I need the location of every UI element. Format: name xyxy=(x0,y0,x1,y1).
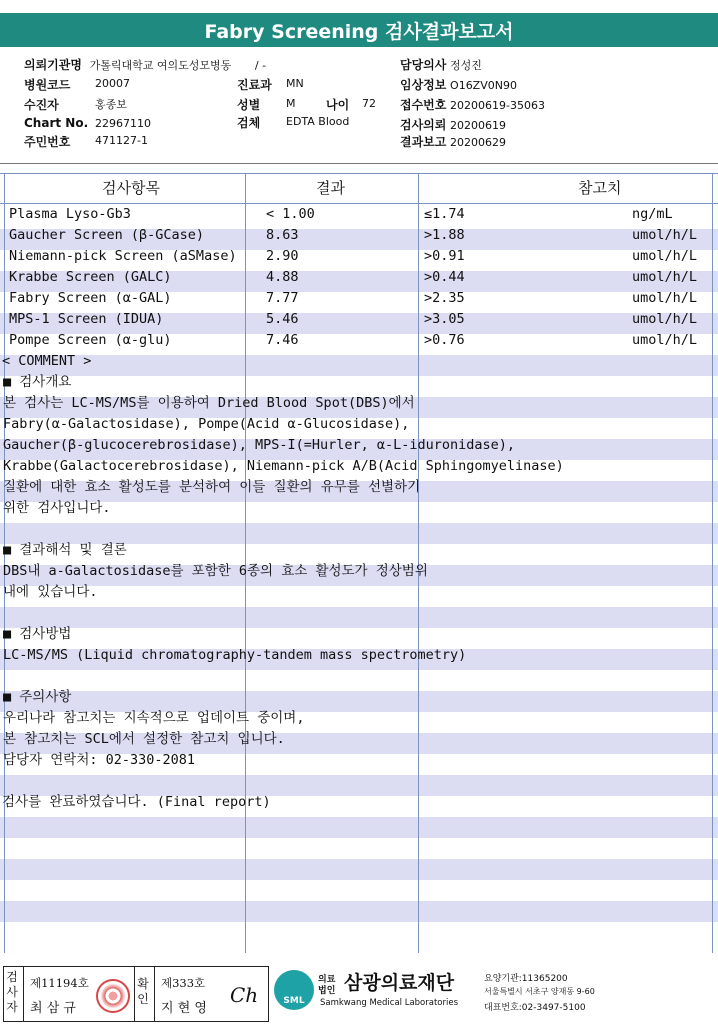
row-result: 2.90 xyxy=(266,248,299,264)
row-unit: umol/h/L xyxy=(632,227,698,243)
row-unit: umol/h/L xyxy=(632,332,698,348)
row-result: 7.77 xyxy=(266,290,299,306)
confirm-name: 지 현 영 xyxy=(161,1001,207,1016)
sex-label: 성별 xyxy=(237,98,261,112)
stripe xyxy=(0,859,718,880)
stripe xyxy=(0,817,718,838)
dept-label: 진료과 xyxy=(237,78,272,92)
receipt-label: 접수번호 xyxy=(400,98,447,112)
clinical-label: 임상정보 xyxy=(400,78,447,92)
sml-logo-icon: SML xyxy=(274,970,314,1010)
row-result: 8.63 xyxy=(266,227,299,243)
row-unit: umol/h/L xyxy=(632,311,698,327)
column-line xyxy=(712,173,713,953)
box-divider xyxy=(134,967,135,1021)
signature-box xyxy=(3,966,269,1022)
institution-value: 가톨릭대학교 여의도성모병동 xyxy=(89,59,232,72)
org-name: 삼광의료재단 xyxy=(344,972,455,994)
comment-line: 담당자 연락처: 02-330-2081 xyxy=(3,752,196,768)
hospital-code-value: 20007 xyxy=(95,77,130,90)
header-item: 검사항목 xyxy=(102,179,160,197)
seal-stamp-icon xyxy=(96,979,130,1013)
row-unit: umol/h/L xyxy=(632,269,698,285)
info-divider xyxy=(0,163,718,164)
org-code: 요양기관:11365200 xyxy=(484,974,568,984)
box-divider xyxy=(154,967,155,1021)
header-result: 결과 xyxy=(316,179,345,197)
stripe xyxy=(0,607,718,628)
row-item: Gaucher Screen (β-GCase) xyxy=(9,227,205,243)
dept-value: MN xyxy=(286,77,304,90)
comment-line: 본 검사는 LC-MS/MS를 이용하여 Dried Blood Spot(DBS)에서 xyxy=(3,395,415,411)
row-unit: ng/mL xyxy=(632,206,673,222)
confirm-license: 제333호 xyxy=(161,976,206,990)
row-ref: >3.05 xyxy=(424,311,465,327)
comment-line: Fabry(α-Galactosidase), Pompe(Acid α-Glucosidase), xyxy=(3,416,410,432)
row-result: 5.46 xyxy=(266,311,299,327)
section-title: ■ 결과해석 및 결론 xyxy=(3,542,127,558)
report-date: 20200629 xyxy=(450,136,507,149)
org-address: 서울특별시 서초구 양재동 9-60 xyxy=(484,987,595,996)
comment-line: DBS내 a-Galactosidase를 포함한 6종의 효소 활성도가 정상범위 xyxy=(3,563,428,579)
specimen-label: 검체 xyxy=(237,116,261,130)
tester-vertical-label: 검사자 xyxy=(6,970,18,1014)
row-unit: umol/h/L xyxy=(632,290,698,306)
stripe xyxy=(0,355,718,376)
clinical-value: O16ZV0N90 xyxy=(450,79,517,92)
row-result: < 1.00 xyxy=(266,206,315,222)
stripe xyxy=(0,901,718,922)
org-prefix-2: 법인 xyxy=(318,986,336,996)
rrn-value: 471127-1 xyxy=(95,134,148,147)
age-value: 72 xyxy=(362,97,376,110)
comment-line: Gaucher(β-glucocerebrosidase), MPS-I(=Hurler, α-L-iduronidase), xyxy=(3,437,516,453)
collector-label: 수진자 xyxy=(24,98,59,112)
row-item: Krabbe Screen (GALC) xyxy=(9,269,172,285)
row-unit: umol/h/L xyxy=(632,248,698,264)
signature: Ch xyxy=(230,983,259,1007)
row-ref: >0.44 xyxy=(424,269,465,285)
hospital-code-label: 병원코드 xyxy=(24,78,71,92)
collector-value: 홍종보 xyxy=(95,98,127,111)
ward-value: / - xyxy=(254,59,267,72)
org-phone: 대표번호:02-3497-5100 xyxy=(484,1003,586,1013)
report-label: 결과보고 xyxy=(400,135,447,149)
row-item: Niemann-pick Screen (aSMase) xyxy=(9,248,237,264)
final-report-note: 검사를 완료하였습니다. (Final report) xyxy=(2,794,271,810)
comment-line: 우리나라 참고치는 지속적으로 업데이트 중이며, xyxy=(3,710,305,726)
tester-license: 제11194호 xyxy=(30,976,89,990)
section-title: ■ 주의사항 xyxy=(3,689,72,705)
comment-line: 내에 있습니다. xyxy=(3,584,98,600)
header-top-line xyxy=(0,173,718,174)
row-ref: >1.88 xyxy=(424,227,465,243)
row-item: Fabry Screen (α-GAL) xyxy=(9,290,172,306)
comment-header: < COMMENT > xyxy=(2,353,92,369)
receipt-value: 20200619-35063 xyxy=(450,99,545,112)
row-result: 7.46 xyxy=(266,332,299,348)
request-date: 20200619 xyxy=(450,119,507,132)
row-result: 4.88 xyxy=(266,269,299,285)
header-reference: 참고치 xyxy=(578,179,622,197)
institution-label: 의뢰기관명 xyxy=(24,58,82,72)
row-item: Pompe Screen (α-glu) xyxy=(9,332,172,348)
comment-line: 질환에 대한 효소 활성도를 분석하여 이들 질환의 유무를 선별하기 xyxy=(3,479,421,495)
section-title: ■ 검사방법 xyxy=(3,626,72,642)
chart-value: 22967110 xyxy=(95,117,151,130)
row-ref: >0.76 xyxy=(424,332,465,348)
sex-value: M xyxy=(286,97,296,110)
comment-line: LC-MS/MS (Liquid chromatography-tandem mass spectrometry) xyxy=(3,647,467,663)
specimen-value: EDTA Blood xyxy=(286,115,350,128)
doctor-label: 담당의사 xyxy=(400,58,447,72)
row-ref: ≤1.74 xyxy=(424,206,465,222)
row-item: Plasma Lyso-Gb3 xyxy=(9,206,131,222)
section-title: ■ 검사개요 xyxy=(3,374,72,390)
confirm-vertical-label: 확인 xyxy=(137,977,149,1006)
results-grid xyxy=(0,173,718,953)
comment-line: 본 참고치는 SCL에서 설정한 참고치 입니다. xyxy=(3,731,285,747)
comment-line: 위한 검사입니다. xyxy=(3,500,111,516)
rrn-label: 주민번호 xyxy=(24,135,71,149)
org-english-name: Samkwang Medical Laboratories xyxy=(320,998,459,1008)
doctor-value: 정성진 xyxy=(450,59,482,72)
chart-label: Chart No. xyxy=(24,116,89,130)
box-divider xyxy=(23,967,24,1021)
request-label: 검사의뢰 xyxy=(400,118,447,132)
institution-row xyxy=(24,56,266,73)
report-title: Fabry Screening 검사결과보고서 xyxy=(0,13,718,47)
tester-name: 최 삼 규 xyxy=(30,1001,76,1016)
row-item: MPS-1 Screen (IDUA) xyxy=(9,311,164,327)
row-ref: >0.91 xyxy=(424,248,465,264)
row-ref: >2.35 xyxy=(424,290,465,306)
comment-line: Krabbe(Galactocerebrosidase), Niemann-pick A/B(Acid Sphingomyelinase) xyxy=(3,458,564,474)
org-prefix-1: 의료 xyxy=(318,975,336,985)
age-label: 나이 xyxy=(326,98,350,112)
